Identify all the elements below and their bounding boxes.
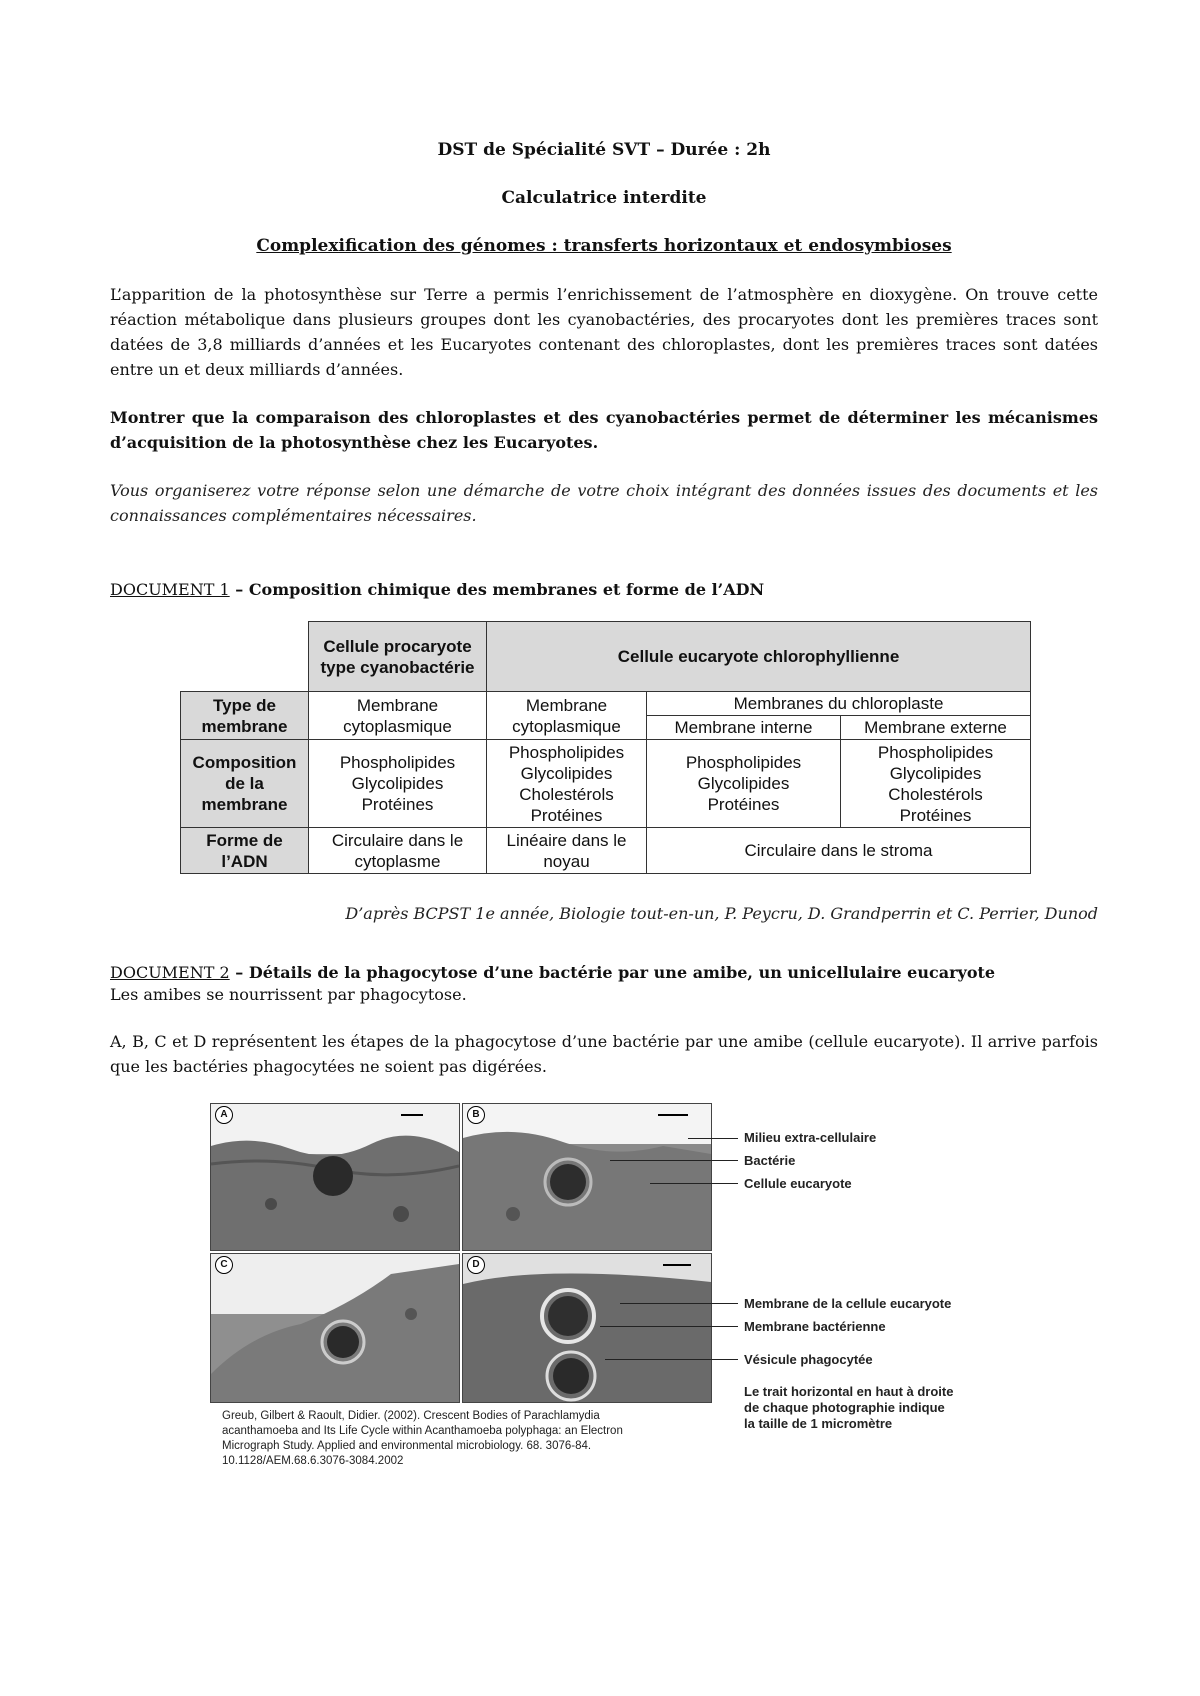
leader-line xyxy=(688,1138,738,1139)
micrograph-b xyxy=(462,1103,712,1251)
exam-title: DST de Spécialité SVT – Durée : 2h xyxy=(437,140,771,160)
citation-line: Micrograph Study. Applied and environmental microbiology. 68. 3076-84. xyxy=(222,1440,592,1452)
cell-mem-cyto-euk: Membrane cytoplasmique xyxy=(487,692,647,740)
instructions: Vous organiserez votre réponse selon une démarche de votre choix intégrant des données issues des documents et les connaissances complémentaires nécessaires. xyxy=(110,481,1098,525)
figure-citation xyxy=(222,1409,623,1469)
scale-note-line: Le trait horizontal en haut à droite xyxy=(744,1384,954,1399)
table-corner xyxy=(181,622,309,692)
topic-heading: Complexification des génomes : transferts horizontaux et endosymbioses xyxy=(256,236,952,256)
cell-adn-prok: Circulaire dans le cytoplasme xyxy=(309,828,487,874)
list-item: Glycolipides xyxy=(520,763,613,783)
micrograph-a xyxy=(210,1103,460,1251)
leader-line xyxy=(605,1359,738,1360)
list-item: Protéines xyxy=(361,795,434,814)
micrograph-b-image xyxy=(463,1104,711,1250)
leader-line xyxy=(610,1160,738,1161)
label-bacterie: Bactérie xyxy=(744,1153,796,1168)
list-item: Glycolipides xyxy=(889,763,982,783)
header-eukaryote: Cellule eucaryote chlorophyllienne xyxy=(487,622,1031,692)
panel-letter-d: D xyxy=(467,1256,485,1274)
citation-line: 10.1128/AEM.68.6.3076-3084.2002 xyxy=(222,1455,404,1467)
scale-note-line: la taille de 1 micromètre xyxy=(744,1416,893,1431)
scale-note xyxy=(744,1384,953,1432)
scale-bar-b xyxy=(658,1114,688,1116)
intro-paragraph: L’apparition de la photosynthèse sur Terre a permis l’enrichissement de l’atmosphère en dioxygène. On trouve cette réaction métabolique dans plusieurs groupes dont les cyanobactéries, des procaryotes dont les premières traces sont datées de 3,8 milliards d’années et les Eucaryotes contenant des chloroplastes, dont les premières traces sont datées entre un et deux milliards d’années. xyxy=(110,285,1098,379)
list-item: Glycolipides xyxy=(697,774,790,793)
doc1-heading xyxy=(110,580,1098,599)
micrograph-d-image xyxy=(463,1254,711,1402)
list-item: Protéines xyxy=(899,805,972,825)
row-label-type: Type de membrane xyxy=(181,692,309,740)
doc1-table-wrap xyxy=(180,621,1030,874)
row-label-composition: Composition de la membrane xyxy=(181,740,309,828)
exam-page xyxy=(110,140,1098,1508)
cell-mem-cyto-prok: Membrane cytoplasmique xyxy=(309,692,487,740)
calculator-note: Calculatrice interdite xyxy=(501,188,707,208)
doc1-title: – Composition chimique des membranes et forme de l’ADN xyxy=(229,580,765,599)
leader-line xyxy=(650,1183,738,1184)
cell-adn-chloro: Circulaire dans le stroma xyxy=(647,828,1031,874)
doc2-title: – Détails de la phagocytose d’une bactérie par une amibe, un unicellulaire eucaryote xyxy=(229,963,996,982)
micrograph-a-image xyxy=(211,1104,459,1250)
task-statement: Montrer que la comparaison des chloroplastes et des cyanobactéries permet de déterminer les mécanismes d’acquisition de la photosynthèse chez les Eucaryotes. xyxy=(110,408,1098,452)
list-item: Cholestérols xyxy=(519,784,614,804)
micrograph-d xyxy=(462,1253,712,1403)
list-item: Phospholipides xyxy=(685,753,802,772)
doc2-line1: Les amibes se nourrissent par phagocytose. xyxy=(110,985,467,1004)
phagocytosis-figure xyxy=(210,1103,1030,1508)
list-item: Phospholipides xyxy=(877,742,994,762)
scale-note-line: de chaque photographie indique xyxy=(744,1400,945,1415)
row-label-adn: Forme de l’ADN xyxy=(181,828,309,874)
label-membrane-euk: Membrane de la cellule eucaryote xyxy=(744,1296,952,1311)
cell-comp-ext xyxy=(841,740,1031,828)
header-prokaryote: Cellule procaryote type cyanobactérie xyxy=(309,622,487,692)
cell-comp-euk-cyto xyxy=(487,740,647,828)
doc2-label: DOCUMENT 2 xyxy=(110,963,230,982)
micrograph-c xyxy=(210,1253,460,1403)
micrograph-c-image xyxy=(211,1254,459,1402)
cell-mem-int: Membrane interne xyxy=(647,716,841,740)
citation-line: Greub, Gilbert & Raoult, Didier. (2002). Crescent Bodies of Parachlamydia xyxy=(222,1410,600,1422)
label-cellule-euk: Cellule eucaryote xyxy=(744,1176,852,1191)
label-membrane-bact: Membrane bactérienne xyxy=(744,1319,886,1334)
doc1-source: D’après BCPST 1e année, Biologie tout-en-un, P. Peycru, D. Grandperrin et C. Perrier, Dunod xyxy=(345,904,1098,923)
cell-comp-prok xyxy=(309,740,487,828)
list-item: Glycolipides xyxy=(351,774,444,793)
leader-line xyxy=(600,1326,738,1327)
citation-line: acanthamoeba and Its Life Cycle within Acanthamoeba polyphaga: an Electron xyxy=(222,1425,623,1437)
list-item: Cholestérols xyxy=(888,784,983,804)
scale-bar-a xyxy=(401,1114,423,1116)
doc2-paragraph: A, B, C et D représentent les étapes de la phagocytose d’une bactérie par une amibe (cellule eucaryote). Il arrive parfois que les bactéries phagocytées ne soient pas digérées. xyxy=(110,1032,1098,1076)
label-extracellular: Milieu extra-cellulaire xyxy=(744,1130,877,1145)
cell-comp-int xyxy=(647,740,841,828)
list-item: Protéines xyxy=(707,795,780,814)
list-item: Phospholipides xyxy=(508,742,625,762)
list-item: Phospholipides xyxy=(339,753,456,772)
list-item: Protéines xyxy=(530,805,603,825)
composition-table xyxy=(180,621,1031,874)
panel-letter-a: A xyxy=(215,1106,233,1124)
scale-bar-d xyxy=(663,1264,691,1266)
label-vesicule: Vésicule phagocytée xyxy=(744,1352,873,1367)
doc2-heading xyxy=(110,963,1098,982)
cell-mem-chloro: Membranes du chloroplaste xyxy=(647,692,1031,716)
panel-letter-b: B xyxy=(467,1106,485,1124)
leader-line xyxy=(620,1303,738,1304)
panel-letter-c: C xyxy=(215,1256,233,1274)
doc1-label: DOCUMENT 1 xyxy=(110,580,230,599)
cell-adn-euk: Linéaire dans le noyau xyxy=(487,828,647,874)
cell-mem-ext: Membrane externe xyxy=(841,716,1031,740)
